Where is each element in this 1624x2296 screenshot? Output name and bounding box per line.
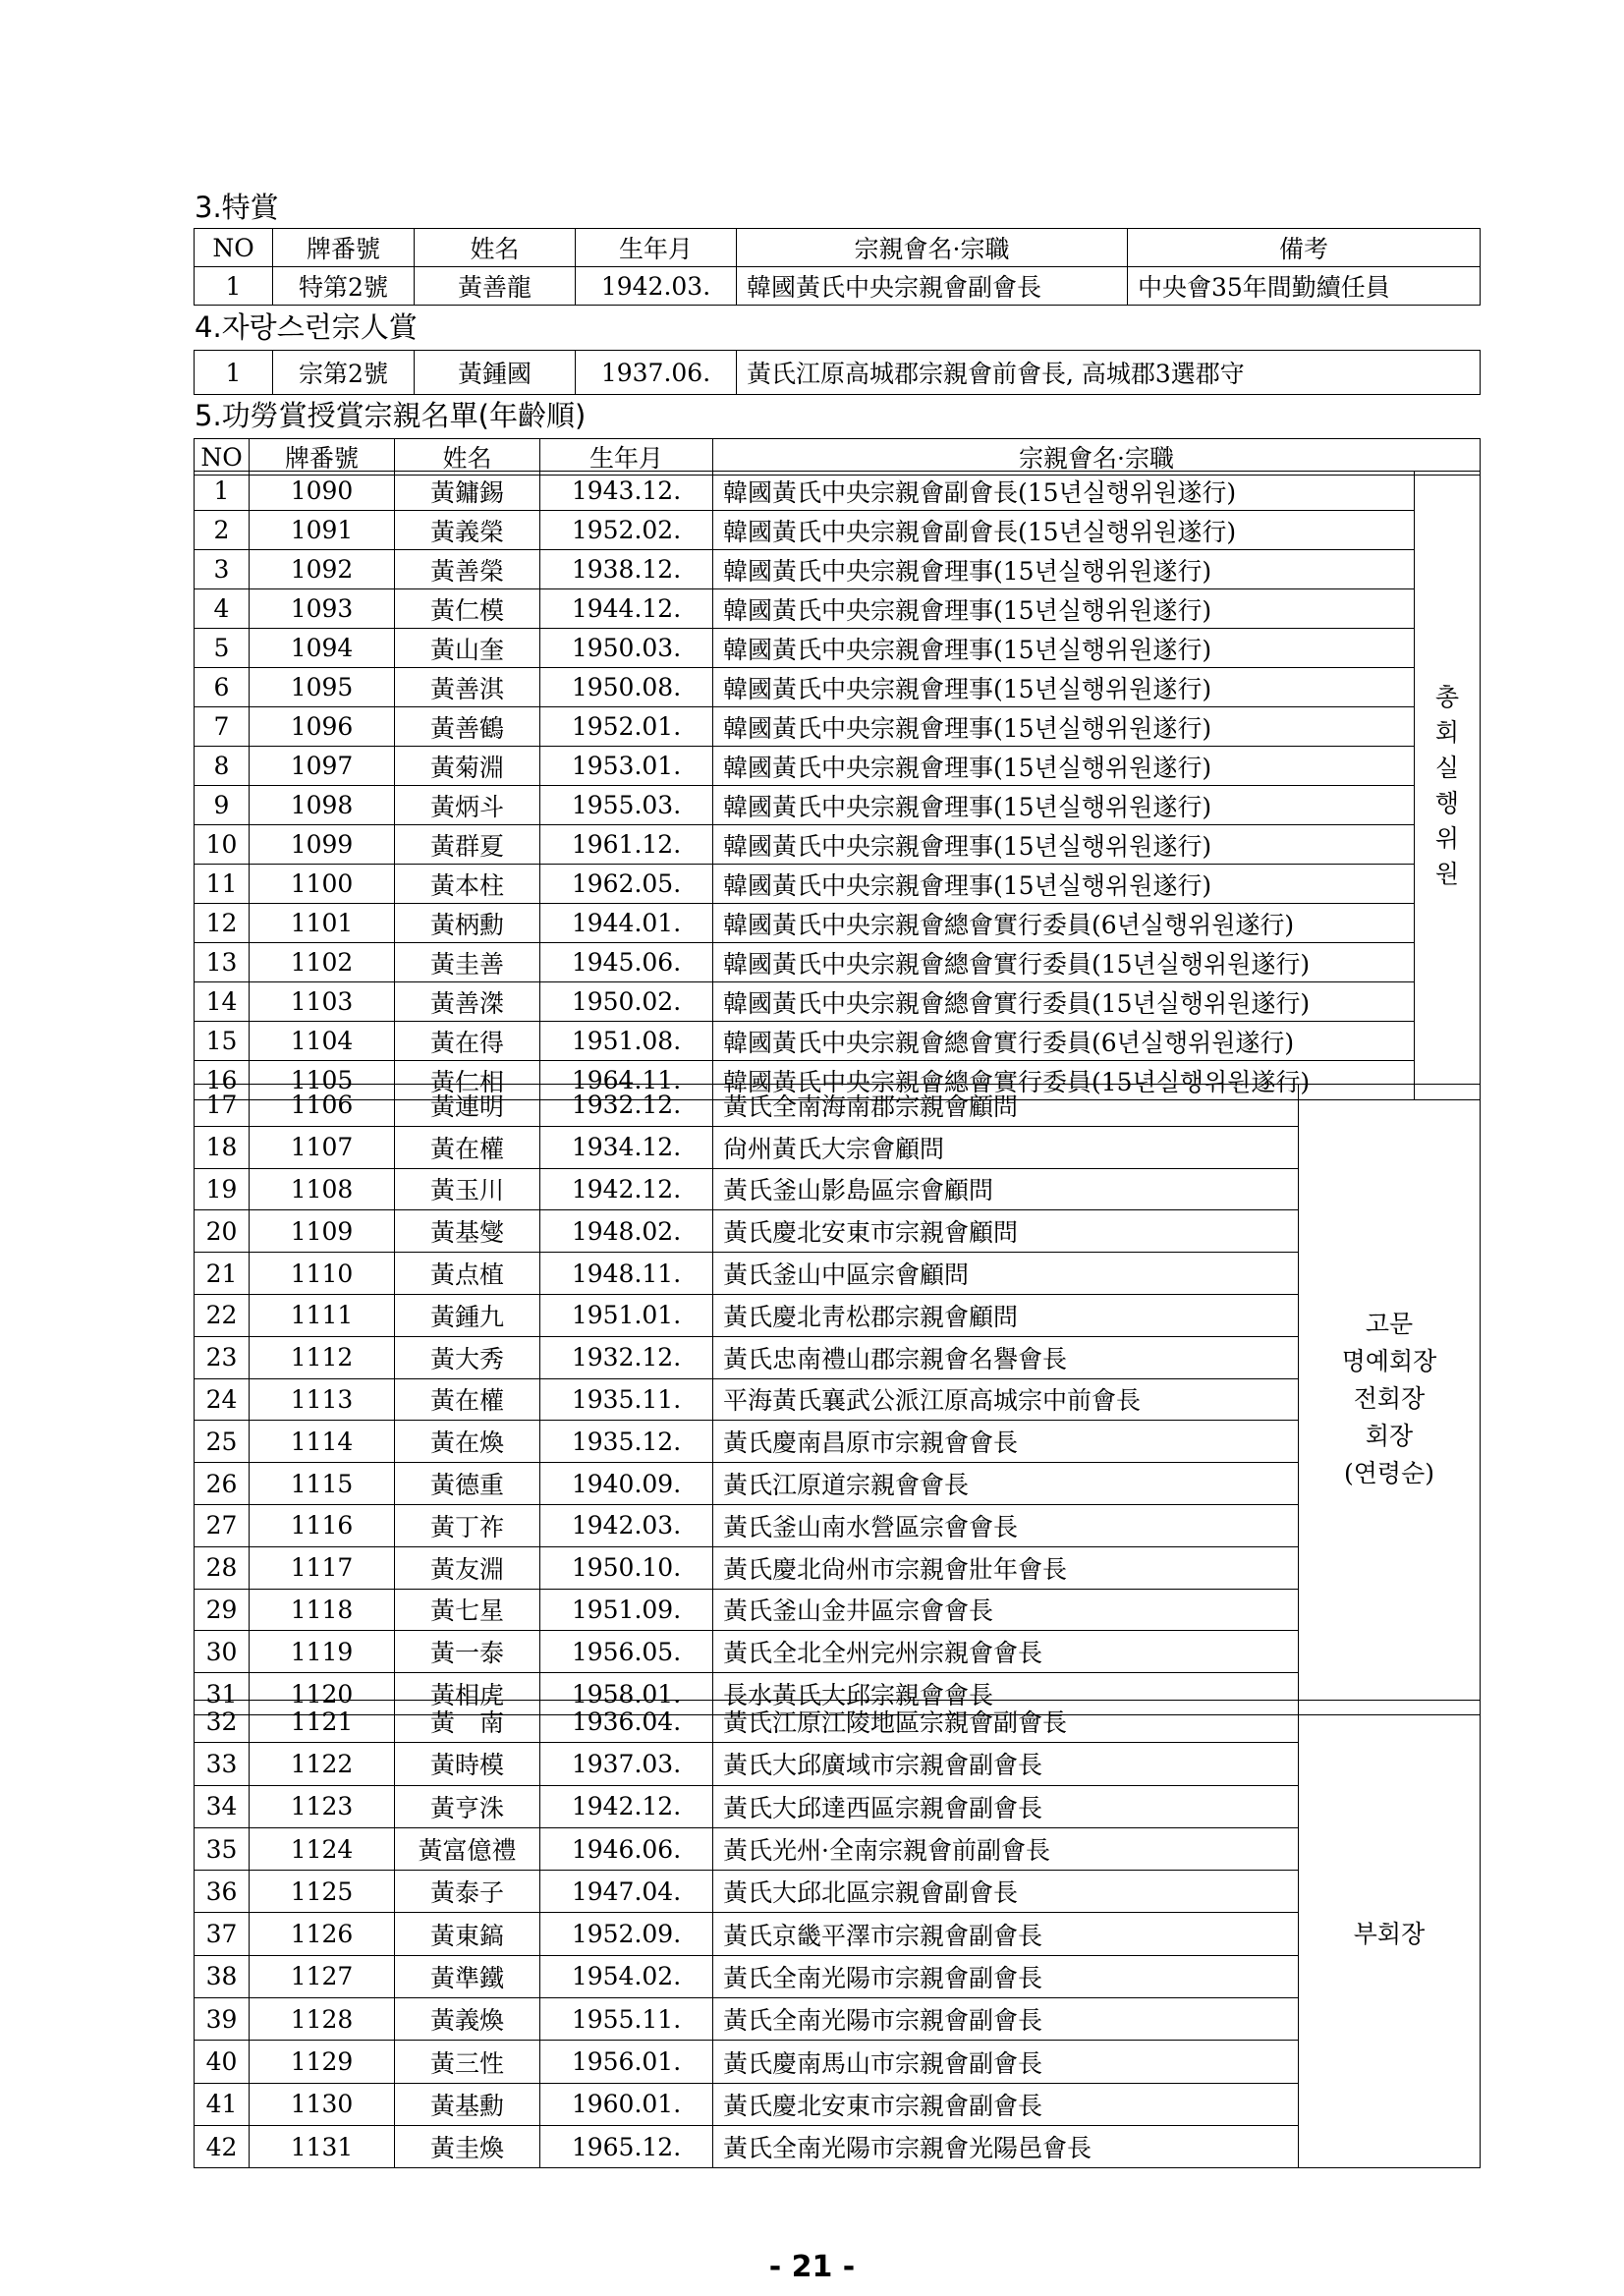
cell-no: 33: [195, 1743, 250, 1785]
cell-position: 韓國黃氏中央宗親會總會實行委員(6년실행위원遂行): [713, 1022, 1415, 1061]
table-row: [195, 1871, 1481, 1913]
cell-birth: 1935.12.: [540, 1421, 713, 1463]
cell-plaque-no: 1118: [250, 1589, 395, 1631]
cell-plaque-no: 1098: [250, 786, 395, 825]
group-category-label: [1415, 472, 1481, 1100]
cell-no: 16: [195, 1061, 250, 1100]
table-header-row: [195, 229, 1481, 267]
category-label-line: 회장: [1365, 1422, 1414, 1451]
cell-plaque-no: 1108: [250, 1168, 395, 1210]
cell-position: 韓國黃氏中央宗親會理事(15년실행위원遂行): [713, 825, 1415, 865]
cell-name: 黃仁相: [395, 1061, 540, 1100]
cell-position: 長水黃氏大邱宗親會會長: [713, 1673, 1299, 1715]
table-row: [195, 2125, 1481, 2167]
cell-plaque-no: 1113: [250, 1378, 395, 1421]
cell-name: 黃友淵: [395, 1546, 540, 1589]
cell-plaque-no: 1095: [250, 668, 395, 707]
cell-position: 黃氏全南海南郡宗親會顧問: [713, 1085, 1299, 1127]
cell-name: 黃義煥: [395, 1998, 540, 2041]
cell-birth: 1956.05.: [540, 1631, 713, 1673]
cell-plaque-no: 1115: [250, 1463, 395, 1505]
cell-name: 黃在權: [395, 1378, 540, 1421]
cell-position: 韓國黃氏中央宗親會理事(15년실행위원遂行): [713, 707, 1415, 747]
cell-plaque-no: 1131: [250, 2125, 395, 2167]
section-title-proud-member-award: 4.자랑스런宗人賞: [195, 310, 418, 344]
table-row: [195, 2083, 1481, 2125]
cell-birth: 1948.11.: [540, 1253, 713, 1295]
cell-name: 黃在得: [395, 1022, 540, 1061]
table-row: [195, 2041, 1481, 2083]
cell-plaque-no: 1093: [250, 589, 395, 629]
cell-position: 韓國黃氏中央宗親會總會實行委員(15년실행위원遂行): [713, 982, 1415, 1022]
cell-no: 35: [195, 1827, 250, 1870]
cell-no: 31: [195, 1673, 250, 1715]
cell-position: 黃氏慶南馬山市宗親會副會長: [713, 2041, 1299, 2083]
cell-position: 黃氏慶北靑松郡宗親會顧問: [713, 1294, 1299, 1336]
table-row: [195, 1955, 1481, 1997]
cell-name: 黃在權: [395, 1126, 540, 1168]
table-row: [195, 1168, 1481, 1210]
cell-name: 黃群夏: [395, 825, 540, 865]
table-row: [195, 1085, 1481, 1127]
col-header-plaque-no: 牌番號: [273, 229, 415, 267]
category-label-line: 전회장: [1353, 1384, 1426, 1414]
cell-no: 41: [195, 2083, 250, 2125]
cell-birth: 1951.08.: [540, 1022, 713, 1061]
cell-name: 黃相虎: [395, 1673, 540, 1715]
cell-plaque-no: 1120: [250, 1673, 395, 1715]
table-row: [195, 1421, 1481, 1463]
group-category-label: [1299, 1085, 1481, 1715]
table-row: [195, 267, 1481, 306]
cell-birth: 1950.10.: [540, 1546, 713, 1589]
cell-plaque-no: 1110: [250, 1253, 395, 1295]
cell-plaque-no: 1096: [250, 707, 395, 747]
cell-name: 黃点植: [395, 1253, 540, 1295]
cell-no: 36: [195, 1871, 250, 1913]
cell-plaque-no: 1123: [250, 1785, 395, 1827]
proud-member-award-table: [194, 350, 1481, 395]
cell-birth: 1935.11.: [540, 1378, 713, 1421]
cell-plaque-no: 1105: [250, 1061, 395, 1100]
cell-no: 8: [195, 747, 250, 786]
cell-birth: 1934.12.: [540, 1126, 713, 1168]
cell-no: 10: [195, 825, 250, 865]
cell-plaque-no: 1112: [250, 1336, 395, 1378]
cell-position: 黃氏江原道宗親會會長: [713, 1463, 1299, 1505]
cell-position: 韓國黃氏中央宗親會副會長(15년실행위원遂行): [713, 472, 1415, 511]
cell-no: 28: [195, 1546, 250, 1589]
cell-position: 黃氏京畿平澤市宗親會副會長: [713, 1913, 1299, 1955]
category-label-line: (연령순): [1344, 1459, 1434, 1488]
cell-no: 24: [195, 1378, 250, 1421]
cell-position: 韓國黃氏中央宗親會總會實行委員(15년실행위원遂行): [713, 943, 1415, 982]
cell-position: 黃氏慶北安東市宗親會副會長: [713, 2083, 1299, 2125]
cell-plaque-no: 1124: [250, 1827, 395, 1870]
table-row: [195, 589, 1481, 629]
cell-birth: 1951.01.: [540, 1294, 713, 1336]
cell-name: 黃鍾國: [415, 351, 576, 395]
cell-position: 黃氏慶南昌原市宗親會會長: [713, 1421, 1299, 1463]
cell-birth: 1942.12.: [540, 1785, 713, 1827]
cell-no: 40: [195, 2041, 250, 2083]
cell-name: 黃善龍: [415, 267, 576, 306]
cell-no: 25: [195, 1421, 250, 1463]
cell-plaque-no: 1097: [250, 747, 395, 786]
cell-birth: 1950.03.: [540, 629, 713, 668]
cell-birth: 1940.09.: [540, 1463, 713, 1505]
cell-no: 5: [195, 629, 250, 668]
cell-no: 1: [195, 472, 250, 511]
cell-no: 30: [195, 1631, 250, 1673]
cell-birth: 1932.12.: [540, 1085, 713, 1127]
cell-birth: 1942.03.: [576, 267, 737, 306]
cell-birth: 1958.01.: [540, 1673, 713, 1715]
cell-position: 韓國黃氏中央宗親會總會實行委員(15년실행위원遂行): [713, 1061, 1415, 1100]
cell-no: 38: [195, 1955, 250, 1997]
cell-no: 26: [195, 1463, 250, 1505]
cell-position: 韓國黃氏中央宗親會副會長(15년실행위원遂行): [713, 511, 1415, 550]
cell-no: 1: [195, 351, 273, 395]
cell-name: 黃大秀: [395, 1336, 540, 1378]
cell-position: 平海黃氏襄武公派江原高城宗中前會長: [713, 1378, 1299, 1421]
cell-position: 黃氏大邱北區宗親會副會長: [713, 1871, 1299, 1913]
cell-name: 黃泰子: [395, 1871, 540, 1913]
table-row: [195, 1998, 1481, 2041]
cell-no: 37: [195, 1913, 250, 1955]
table-row: [195, 1463, 1481, 1505]
cell-plaque-no: 1129: [250, 2041, 395, 2083]
cell-birth: 1937.03.: [540, 1743, 713, 1785]
cell-name: 黃東鎬: [395, 1913, 540, 1955]
cell-position: 韓國黃氏中央宗親會理事(15년실행위원遂行): [713, 589, 1415, 629]
cell-position: 黃氏釜山金井區宗會會長: [713, 1589, 1299, 1631]
cell-plaque-no: 1117: [250, 1546, 395, 1589]
cell-plaque-no: 1099: [250, 825, 395, 865]
cell-no: 3: [195, 550, 250, 589]
cell-plaque-no: 1090: [250, 472, 395, 511]
cell-position: 韓國黃氏中央宗親會理事(15년실행위원遂行): [713, 786, 1415, 825]
cell-no: 18: [195, 1126, 250, 1168]
cell-name: 黃善鶴: [395, 707, 540, 747]
cell-plaque-no: 1094: [250, 629, 395, 668]
cell-position: 韓國黃氏中央宗親會理事(15년실행위원遂行): [713, 747, 1415, 786]
table-row: [195, 668, 1481, 707]
category-label-line: 명예회장: [1341, 1347, 1437, 1376]
cell-no: 17: [195, 1085, 250, 1127]
cell-name: 黃善榮: [395, 550, 540, 589]
table-row: [195, 943, 1481, 982]
cell-name: 黃義榮: [395, 511, 540, 550]
cell-birth: 1944.01.: [540, 904, 713, 943]
cell-name: 黃柄勳: [395, 904, 540, 943]
table-row: [195, 550, 1481, 589]
cell-no: 42: [195, 2125, 250, 2167]
cell-birth: 1950.02.: [540, 982, 713, 1022]
cell-birth: 1943.12.: [540, 472, 713, 511]
cell-plaque-no: 1119: [250, 1631, 395, 1673]
table-row: [195, 1210, 1481, 1253]
cell-birth: 1964.11.: [540, 1061, 713, 1100]
merit-group-vice-presidents: [194, 1700, 1481, 2168]
cell-plaque-no: 1125: [250, 1871, 395, 1913]
cell-plaque-no: 1122: [250, 1743, 395, 1785]
cell-no: 39: [195, 1998, 250, 2041]
table-row: [195, 1253, 1481, 1295]
cell-no: 12: [195, 904, 250, 943]
cell-position: 黃氏忠南禮山郡宗親會名譽會長: [713, 1336, 1299, 1378]
table-row: [195, 472, 1481, 511]
table-row: [195, 1827, 1481, 1870]
cell-position: 黃氏全北全州完州宗親會會長: [713, 1631, 1299, 1673]
cell-plaque-no: 1092: [250, 550, 395, 589]
table-row: [195, 707, 1481, 747]
cell-birth: 1951.09.: [540, 1589, 713, 1631]
cell-name: 黃本柱: [395, 865, 540, 904]
cell-birth: 1952.09.: [540, 1913, 713, 1955]
cell-no: 29: [195, 1589, 250, 1631]
table-row: [195, 1546, 1481, 1589]
cell-no: 2: [195, 511, 250, 550]
category-label-line: 고문: [1365, 1310, 1414, 1339]
table-row: [195, 1378, 1481, 1421]
col-header-remarks: 備考: [1128, 229, 1481, 267]
cell-position: 黃氏大邱廣域市宗親會副會長: [713, 1743, 1299, 1785]
cell-birth: 1936.04.: [540, 1701, 713, 1743]
cell-position: 黃氏釜山南水營區宗會會長: [713, 1504, 1299, 1546]
cell-no: 20: [195, 1210, 250, 1253]
cell-birth: 1952.02.: [540, 511, 713, 550]
cell-plaque-no: 1127: [250, 1955, 395, 1997]
cell-position: 韓國黃氏中央宗親會理事(15년실행위원遂行): [713, 550, 1415, 589]
cell-position: 黃氏全南光陽市宗親會光陽邑會長: [713, 2125, 1299, 2167]
section-title-merit-award: 5.功勞賞授賞宗親名單(年齡順): [195, 399, 587, 432]
cell-name: 黃亨洙: [395, 1785, 540, 1827]
table-row: [195, 786, 1481, 825]
cell-name: 黃七星: [395, 1589, 540, 1631]
table-row: [195, 904, 1481, 943]
cell-no: 7: [195, 707, 250, 747]
table-row: [195, 629, 1481, 668]
cell-position: 韓國黃氏中央宗親會總會實行委員(6년실행위원遂行): [713, 904, 1415, 943]
col-header-name: 姓名: [415, 229, 576, 267]
cell-name: 黃基燮: [395, 1210, 540, 1253]
cell-birth: 1946.06.: [540, 1827, 713, 1870]
cell-no: 27: [195, 1504, 250, 1546]
col-header-plaque-no: 牌番號: [250, 439, 395, 476]
cell-no: 21: [195, 1253, 250, 1295]
page-number: - 21 -: [768, 2250, 856, 2284]
table-row: [195, 747, 1481, 786]
cell-position: 韓國黃氏中央宗親會理事(15년실행위원遂行): [713, 668, 1415, 707]
cell-position: 黃氏江原高城郡宗親會前會長, 高城郡3選郡守: [737, 351, 1481, 395]
cell-plaque-no: 1103: [250, 982, 395, 1022]
cell-birth: 1944.12.: [540, 589, 713, 629]
cell-plaque-no: 1128: [250, 1998, 395, 2041]
cell-name: 黃 南: [395, 1701, 540, 1743]
col-header-position: 宗親會名·宗職: [713, 439, 1481, 476]
table-row: [195, 1504, 1481, 1546]
col-header-birth: 生年月: [540, 439, 713, 476]
cell-no: 22: [195, 1294, 250, 1336]
cell-no: 11: [195, 865, 250, 904]
cell-position: 韓國黃氏中央宗親會理事(15년실행위원遂行): [713, 629, 1415, 668]
cell-name: 黃德重: [395, 1463, 540, 1505]
cell-name: 黃仁模: [395, 589, 540, 629]
cell-name: 黃準鐵: [395, 1955, 540, 1997]
cell-name: 黃菊淵: [395, 747, 540, 786]
table-row: [195, 1743, 1481, 1785]
col-header-birth: 生年月: [576, 229, 737, 267]
section-title-special-award: 3.特賞: [195, 191, 279, 224]
cell-position: 黃氏光州·全南宗親會前副會長: [713, 1827, 1299, 1870]
cell-plaque-no: 宗第2號: [273, 351, 415, 395]
cell-plaque-no: 1091: [250, 511, 395, 550]
cell-position: 黃氏全南光陽市宗親會副會長: [713, 1998, 1299, 2041]
cell-name: 黃基勳: [395, 2083, 540, 2125]
cell-plaque-no: 1106: [250, 1085, 395, 1127]
cell-name: 黃連明: [395, 1085, 540, 1127]
col-header-no: NO: [195, 229, 273, 267]
table-row: [195, 1913, 1481, 1955]
cell-no: 6: [195, 668, 250, 707]
cell-plaque-no: 特第2號: [273, 267, 415, 306]
cell-name: 黃一泰: [395, 1631, 540, 1673]
cell-birth: 1945.06.: [540, 943, 713, 982]
table-row: [195, 511, 1481, 550]
cell-name: 黃圭煥: [395, 2125, 540, 2167]
col-header-name: 姓名: [395, 439, 540, 476]
cell-name: 黃山奎: [395, 629, 540, 668]
col-header-position: 宗親會名·宗職: [737, 229, 1128, 267]
cell-no: 14: [195, 982, 250, 1022]
merit-group-executive-committee: [194, 471, 1481, 1100]
cell-position: 黃氏全南光陽市宗親會副會長: [713, 1955, 1299, 1997]
cell-plaque-no: 1107: [250, 1126, 395, 1168]
cell-name: 黃鏞錫: [395, 472, 540, 511]
cell-birth: 1942.12.: [540, 1168, 713, 1210]
cell-position: 黃氏釜山中區宗會顧問: [713, 1253, 1299, 1295]
cell-plaque-no: 1100: [250, 865, 395, 904]
cell-name: 黃玉川: [395, 1168, 540, 1210]
cell-name: 黃善淇: [395, 668, 540, 707]
cell-position: 黃氏慶北尙州市宗親會壯年會長: [713, 1546, 1299, 1589]
cell-birth: 1962.05.: [540, 865, 713, 904]
cell-birth: 1937.06.: [576, 351, 737, 395]
cell-birth: 1965.12.: [540, 2125, 713, 2167]
table-row: [195, 1589, 1481, 1631]
table-row: [195, 865, 1481, 904]
cell-name: 黃圭善: [395, 943, 540, 982]
cell-position: 韓國黃氏中央宗親會副會長: [737, 267, 1128, 306]
cell-plaque-no: 1126: [250, 1913, 395, 1955]
cell-name: 黃鍾九: [395, 1294, 540, 1336]
cell-name: 黃時模: [395, 1743, 540, 1785]
cell-birth: 1961.12.: [540, 825, 713, 865]
cell-plaque-no: 1109: [250, 1210, 395, 1253]
cell-position: 黃氏釜山影島區宗會顧問: [713, 1168, 1299, 1210]
table-row: [195, 1294, 1481, 1336]
cell-name: 黃善滐: [395, 982, 540, 1022]
cell-position: 黃氏江原江陵地區宗親會副會長: [713, 1701, 1299, 1743]
cell-name: 黃丁祚: [395, 1504, 540, 1546]
table-row: [195, 982, 1481, 1022]
table-row: [195, 1701, 1481, 1743]
cell-no: 23: [195, 1336, 250, 1378]
cell-plaque-no: 1130: [250, 2083, 395, 2125]
cell-position: 黃氏慶北安東市宗親會顧問: [713, 1210, 1299, 1253]
cell-birth: 1938.12.: [540, 550, 713, 589]
table-row: [195, 1022, 1481, 1061]
cell-birth: 1955.03.: [540, 786, 713, 825]
cell-birth: 1948.02.: [540, 1210, 713, 1253]
table-row: [195, 825, 1481, 865]
cell-birth: 1955.11.: [540, 1998, 713, 2041]
cell-plaque-no: 1121: [250, 1701, 395, 1743]
cell-birth: 1932.12.: [540, 1336, 713, 1378]
cell-name: 黃三性: [395, 2041, 540, 2083]
cell-birth: 1942.03.: [540, 1504, 713, 1546]
cell-position: 黃氏大邱達西區宗親會副會長: [713, 1785, 1299, 1827]
table-row: [195, 1785, 1481, 1827]
cell-plaque-no: 1111: [250, 1294, 395, 1336]
cell-position: 韓國黃氏中央宗親會理事(15년실행위원遂行): [713, 865, 1415, 904]
cell-name: 黃在煥: [395, 1421, 540, 1463]
table-row: [195, 351, 1481, 395]
cell-no: 32: [195, 1701, 250, 1743]
cell-no: 9: [195, 786, 250, 825]
merit-group-advisors-presidents: [194, 1084, 1481, 1715]
cell-birth: 1954.02.: [540, 1955, 713, 1997]
cell-remarks: 中央會35年間勤續任員: [1128, 267, 1481, 306]
cell-name: 黃炳斗: [395, 786, 540, 825]
cell-birth: 1947.04.: [540, 1871, 713, 1913]
cell-birth: 1956.01.: [540, 2041, 713, 2083]
cell-no: 13: [195, 943, 250, 982]
cell-no: 34: [195, 1785, 250, 1827]
cell-position: 尙州黃氏大宗會顧問: [713, 1126, 1299, 1168]
cell-plaque-no: 1104: [250, 1022, 395, 1061]
cell-birth: 1960.01.: [540, 2083, 713, 2125]
group-category-label: 부회장: [1299, 1701, 1481, 2168]
table-header-row: [195, 439, 1481, 476]
cell-birth: 1950.08.: [540, 668, 713, 707]
cell-no: 19: [195, 1168, 250, 1210]
category-label: 총회실행위원: [1434, 682, 1460, 888]
cell-plaque-no: 1114: [250, 1421, 395, 1463]
table-row: [195, 1631, 1481, 1673]
cell-no: 1: [195, 267, 273, 306]
cell-plaque-no: 1101: [250, 904, 395, 943]
cell-no: 4: [195, 589, 250, 629]
table-row: [195, 1336, 1481, 1378]
table-row: [195, 1126, 1481, 1168]
cell-plaque-no: 1116: [250, 1504, 395, 1546]
col-header-no: NO: [195, 439, 250, 476]
cell-birth: 1952.01.: [540, 707, 713, 747]
special-award-table: [194, 228, 1481, 306]
cell-no: 15: [195, 1022, 250, 1061]
cell-birth: 1953.01.: [540, 747, 713, 786]
cell-name: 黃富億禮: [395, 1827, 540, 1870]
cell-plaque-no: 1102: [250, 943, 395, 982]
